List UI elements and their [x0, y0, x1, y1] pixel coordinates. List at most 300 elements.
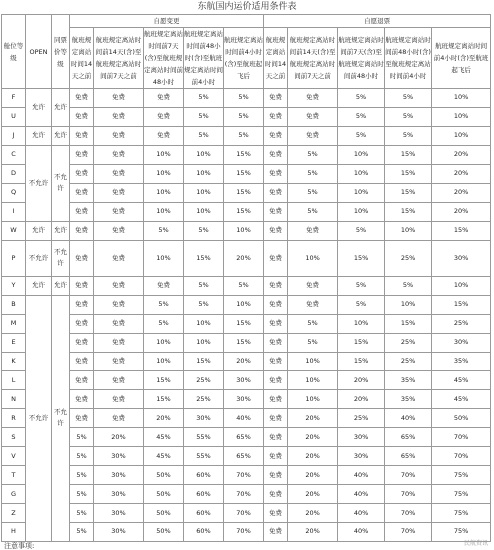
- refund-fee-cell: 40%: [338, 466, 385, 485]
- refund-fee-cell: 5%: [288, 202, 338, 221]
- change-fee-cell: 5%: [70, 447, 94, 466]
- cabin-cell: W: [2, 221, 26, 240]
- change-fee-cell: 免费: [70, 89, 94, 108]
- change-fee-cell: 免费: [94, 145, 144, 164]
- refund-fee-cell: 免费: [264, 126, 288, 145]
- change-fee-cell: 免费: [94, 409, 144, 428]
- refund-fee-cell: 40%: [338, 522, 385, 541]
- table-row: [2, 371, 491, 390]
- change-fee-cell: 免费: [70, 240, 94, 276]
- refund-fee-cell: 35%: [432, 352, 491, 371]
- refund-fee-cell: 30%: [338, 428, 385, 447]
- table-row: [2, 221, 491, 240]
- refund-fee-cell: 20%: [288, 504, 338, 523]
- fare-group-cell: 不允许: [52, 295, 70, 541]
- cabin-cell: L: [2, 371, 26, 390]
- header-refund-col: 航班规定离站时间前14天(含)至航班规定离站时间前7天之前: [288, 28, 338, 89]
- refund-fee-cell: 15%: [338, 333, 385, 352]
- table-row: [2, 164, 491, 183]
- refund-fee-cell: 45%: [432, 371, 491, 390]
- refund-fee-cell: 25%: [385, 240, 432, 276]
- refund-fee-cell: 75%: [432, 485, 491, 504]
- table-row: [2, 295, 491, 314]
- change-fee-cell: 45%: [144, 447, 184, 466]
- refund-fee-cell: 70%: [385, 522, 432, 541]
- refund-fee-cell: 5%: [288, 314, 338, 333]
- change-fee-cell: 免费: [70, 371, 94, 390]
- cabin-cell: S: [2, 428, 26, 447]
- cabin-cell: Y: [2, 276, 26, 295]
- change-fee-cell: 45%: [144, 428, 184, 447]
- change-fee-cell: 免费: [94, 126, 144, 145]
- change-fee-cell: 免费: [70, 352, 94, 371]
- fare-group-cell: 允许: [52, 276, 70, 295]
- table-row: [2, 314, 491, 333]
- refund-fee-cell: 10%: [288, 371, 338, 390]
- cabin-cell: P: [2, 240, 26, 276]
- change-fee-cell: 40%: [224, 409, 264, 428]
- change-fee-cell: 免费: [70, 183, 94, 202]
- table-row: [2, 466, 491, 485]
- change-fee-cell: 15%: [224, 314, 264, 333]
- change-fee-cell: 免费: [94, 240, 144, 276]
- change-fee-cell: 10%: [144, 240, 184, 276]
- change-fee-cell: 70%: [224, 504, 264, 523]
- cabin-cell: H: [2, 522, 26, 541]
- change-fee-cell: 免费: [94, 333, 144, 352]
- header-change-col: 航班规定离站时间前4小时(含)至航班起飞后: [224, 28, 264, 89]
- change-fee-cell: 10%: [144, 164, 184, 183]
- change-fee-cell: 免费: [70, 314, 94, 333]
- refund-fee-cell: 10%: [432, 126, 491, 145]
- change-fee-cell: 5%: [144, 314, 184, 333]
- change-fee-cell: 15%: [184, 352, 224, 371]
- change-fee-cell: 10%: [224, 295, 264, 314]
- refund-fee-cell: 免费: [264, 240, 288, 276]
- open-cell: 允许: [26, 89, 52, 127]
- change-fee-cell: 免费: [94, 202, 144, 221]
- refund-fee-cell: 15%: [385, 183, 432, 202]
- change-fee-cell: 10%: [224, 221, 264, 240]
- refund-fee-cell: 20%: [432, 145, 491, 164]
- change-fee-cell: 15%: [224, 183, 264, 202]
- refund-fee-cell: 40%: [385, 409, 432, 428]
- refund-fee-cell: 免费: [264, 314, 288, 333]
- change-fee-cell: 免费: [144, 107, 184, 126]
- cabin-cell: B: [2, 295, 26, 314]
- change-fee-cell: 10%: [144, 202, 184, 221]
- change-fee-cell: 15%: [224, 333, 264, 352]
- refund-fee-cell: 20%: [288, 428, 338, 447]
- change-fee-cell: 5%: [184, 107, 224, 126]
- change-fee-cell: 免费: [70, 295, 94, 314]
- change-fee-cell: 免费: [94, 276, 144, 295]
- refund-fee-cell: 免费: [264, 352, 288, 371]
- refund-fee-cell: 65%: [385, 447, 432, 466]
- change-fee-cell: 55%: [184, 447, 224, 466]
- refund-fee-cell: 5%: [338, 89, 385, 108]
- change-fee-cell: 30%: [224, 390, 264, 409]
- header-fare-group: 同票价等级: [52, 15, 70, 89]
- change-fee-cell: 免费: [94, 371, 144, 390]
- change-fee-cell: 20%: [224, 240, 264, 276]
- cabin-cell: J: [2, 126, 26, 145]
- change-fee-cell: 15%: [224, 202, 264, 221]
- refund-fee-cell: 30%: [338, 447, 385, 466]
- refund-fee-cell: 10%: [385, 295, 432, 314]
- fare-group-cell: 允许: [52, 126, 70, 145]
- change-fee-cell: 10%: [184, 202, 224, 221]
- refund-fee-cell: 5%: [288, 145, 338, 164]
- refund-fee-cell: 5%: [338, 295, 385, 314]
- refund-fee-cell: 免费: [264, 504, 288, 523]
- table-row: [2, 107, 491, 126]
- change-fee-cell: 70%: [224, 485, 264, 504]
- table-row: [2, 240, 491, 276]
- change-fee-cell: 5%: [184, 221, 224, 240]
- refund-fee-cell: 45%: [432, 390, 491, 409]
- refund-fee-cell: 20%: [288, 466, 338, 485]
- change-fee-cell: 免费: [144, 276, 184, 295]
- refund-fee-cell: 10%: [385, 221, 432, 240]
- refund-fee-cell: 20%: [338, 390, 385, 409]
- refund-fee-cell: 免费: [264, 202, 288, 221]
- table-row: [2, 126, 491, 145]
- cabin-cell: F: [2, 89, 26, 108]
- change-fee-cell: 免费: [70, 276, 94, 295]
- refund-fee-cell: 15%: [385, 164, 432, 183]
- refund-fee-cell: 20%: [338, 371, 385, 390]
- table-row: [2, 89, 491, 108]
- refund-fee-cell: 10%: [288, 390, 338, 409]
- refund-fee-cell: 15%: [385, 145, 432, 164]
- change-fee-cell: 5%: [184, 276, 224, 295]
- refund-fee-cell: 10%: [432, 276, 491, 295]
- cabin-cell: M: [2, 314, 26, 333]
- refund-fee-cell: 10%: [338, 202, 385, 221]
- cabin-cell: Z: [2, 504, 26, 523]
- change-fee-cell: 免费: [70, 221, 94, 240]
- fare-group-cell: 不允许: [52, 145, 70, 221]
- header-voluntary-change: 自愿变更: [70, 15, 264, 28]
- refund-fee-cell: 免费: [288, 126, 338, 145]
- change-fee-cell: 30%: [94, 485, 144, 504]
- refund-fee-cell: 10%: [432, 107, 491, 126]
- change-fee-cell: 30%: [94, 504, 144, 523]
- refund-fee-cell: 免费: [288, 89, 338, 108]
- cabin-cell: V: [2, 447, 26, 466]
- refund-fee-cell: 25%: [338, 409, 385, 428]
- change-fee-cell: 65%: [224, 428, 264, 447]
- open-cell: 不允许: [26, 295, 52, 541]
- refund-fee-cell: 免费: [264, 333, 288, 352]
- refund-fee-cell: 35%: [385, 390, 432, 409]
- change-fee-cell: 30%: [94, 522, 144, 541]
- refund-fee-cell: 20%: [288, 409, 338, 428]
- change-fee-cell: 50%: [144, 485, 184, 504]
- change-fee-cell: 免费: [70, 409, 94, 428]
- change-fee-cell: 55%: [184, 428, 224, 447]
- refund-fee-cell: 免费: [264, 447, 288, 466]
- change-fee-cell: 15%: [184, 240, 224, 276]
- refund-fee-cell: 免费: [288, 221, 338, 240]
- footer-note: 注意事项:: [4, 542, 35, 550]
- refund-fee-cell: 15%: [385, 314, 432, 333]
- refund-fee-cell: 免费: [264, 485, 288, 504]
- refund-fee-cell: 免费: [264, 466, 288, 485]
- refund-fee-cell: 40%: [338, 485, 385, 504]
- change-fee-cell: 免费: [94, 314, 144, 333]
- change-fee-cell: 70%: [224, 522, 264, 541]
- refund-fee-cell: 10%: [288, 352, 338, 371]
- refund-fee-cell: 15%: [338, 352, 385, 371]
- change-fee-cell: 免费: [70, 390, 94, 409]
- change-fee-cell: 免费: [94, 295, 144, 314]
- change-fee-cell: 5%: [224, 126, 264, 145]
- header-voluntary-refund: 自愿退票: [264, 15, 491, 28]
- change-fee-cell: 5%: [70, 428, 94, 447]
- change-fee-cell: 70%: [224, 466, 264, 485]
- refund-fee-cell: 免费: [264, 295, 288, 314]
- change-fee-cell: 10%: [184, 145, 224, 164]
- change-fee-cell: 10%: [144, 183, 184, 202]
- change-fee-cell: 15%: [224, 164, 264, 183]
- change-fee-cell: 5%: [70, 485, 94, 504]
- change-fee-cell: 免费: [94, 89, 144, 108]
- change-fee-cell: 60%: [184, 504, 224, 523]
- open-cell: 不允许: [26, 240, 52, 276]
- refund-fee-cell: 5%: [288, 164, 338, 183]
- cabin-cell: Q: [2, 183, 26, 202]
- header-change-col: 航班规定离站时间前48小时(含)至航班规定离站时间前4小时: [184, 28, 224, 89]
- refund-fee-cell: 35%: [385, 371, 432, 390]
- table-row: [2, 333, 491, 352]
- refund-fee-cell: 5%: [385, 89, 432, 108]
- refund-fee-cell: 20%: [288, 447, 338, 466]
- refund-fee-cell: 15%: [432, 221, 491, 240]
- change-fee-cell: 60%: [184, 522, 224, 541]
- cabin-cell: D: [2, 164, 26, 183]
- change-fee-cell: 10%: [184, 183, 224, 202]
- refund-fee-cell: 5%: [385, 276, 432, 295]
- change-fee-cell: 10%: [184, 164, 224, 183]
- change-fee-cell: 30%: [184, 409, 224, 428]
- change-fee-cell: 65%: [224, 447, 264, 466]
- refund-fee-cell: 免费: [264, 145, 288, 164]
- refund-fee-cell: 5%: [385, 107, 432, 126]
- table-row: [2, 522, 491, 541]
- refund-fee-cell: 5%: [338, 221, 385, 240]
- change-fee-cell: 5%: [184, 89, 224, 108]
- refund-fee-cell: 20%: [288, 485, 338, 504]
- change-fee-cell: 30%: [94, 447, 144, 466]
- change-fee-cell: 免费: [94, 107, 144, 126]
- refund-fee-cell: 免费: [264, 276, 288, 295]
- refund-fee-cell: 75%: [432, 522, 491, 541]
- table-row: [2, 145, 491, 164]
- change-fee-cell: 免费: [70, 107, 94, 126]
- refund-fee-cell: 免费: [288, 295, 338, 314]
- refund-fee-cell: 5%: [288, 333, 338, 352]
- change-fee-cell: 5%: [184, 295, 224, 314]
- open-cell: 允许: [26, 126, 52, 145]
- refund-fee-cell: 20%: [432, 164, 491, 183]
- table-row: [2, 409, 491, 428]
- refund-fee-cell: 65%: [385, 428, 432, 447]
- change-fee-cell: 50%: [144, 466, 184, 485]
- fare-group-cell: 允许: [52, 221, 70, 240]
- open-cell: 不允许: [26, 145, 52, 221]
- refund-fee-cell: 75%: [432, 504, 491, 523]
- refund-fee-cell: 免费: [264, 409, 288, 428]
- header-change-col: 航班规定离站时间前7天(含)至航班规定离站时间前48小时: [144, 28, 184, 89]
- change-fee-cell: 免费: [70, 202, 94, 221]
- fare-group-cell: 允许: [52, 89, 70, 127]
- change-fee-cell: 15%: [224, 145, 264, 164]
- cabin-cell: T: [2, 466, 26, 485]
- cabin-cell: I: [2, 202, 26, 221]
- refund-fee-cell: 5%: [338, 126, 385, 145]
- refund-fee-cell: 5%: [338, 107, 385, 126]
- change-fee-cell: 5%: [184, 126, 224, 145]
- table-row: [2, 276, 491, 295]
- cabin-cell: U: [2, 107, 26, 126]
- refund-fee-cell: 10%: [288, 240, 338, 276]
- change-fee-cell: 25%: [184, 371, 224, 390]
- change-fee-cell: 5%: [70, 522, 94, 541]
- refund-fee-cell: 25%: [385, 333, 432, 352]
- change-fee-cell: 15%: [144, 371, 184, 390]
- refund-fee-cell: 40%: [338, 504, 385, 523]
- refund-fee-cell: 20%: [432, 183, 491, 202]
- open-cell: 允许: [26, 276, 52, 295]
- refund-fee-cell: 70%: [432, 447, 491, 466]
- refund-fee-cell: 10%: [432, 89, 491, 108]
- refund-fee-cell: 免费: [264, 522, 288, 541]
- header-refund-col: 航班规定离站时间14天之前: [264, 28, 288, 89]
- refund-fee-cell: 25%: [432, 314, 491, 333]
- header-refund-col: 航班规定离站时间前7天(含)至航班规定离站时间前48小时: [338, 28, 385, 89]
- page-title: 东航国内运价适用条件表: [197, 2, 297, 12]
- change-fee-cell: 5%: [70, 466, 94, 485]
- refund-fee-cell: 免费: [264, 390, 288, 409]
- change-fee-cell: 免费: [94, 352, 144, 371]
- change-fee-cell: 30%: [224, 371, 264, 390]
- refund-fee-cell: 5%: [385, 126, 432, 145]
- refund-fee-cell: 免费: [264, 371, 288, 390]
- change-fee-cell: 5%: [224, 276, 264, 295]
- cabin-cell: G: [2, 485, 26, 504]
- refund-fee-cell: 75%: [432, 466, 491, 485]
- change-fee-cell: 20%: [224, 352, 264, 371]
- table-row: [2, 428, 491, 447]
- change-fee-cell: 5%: [144, 221, 184, 240]
- refund-fee-cell: 免费: [264, 107, 288, 126]
- change-fee-cell: 免费: [94, 390, 144, 409]
- refund-fee-cell: 20%: [288, 522, 338, 541]
- refund-fee-cell: 10%: [338, 164, 385, 183]
- header-refund-col: 航班规定离站时间前48小时(含)至航班规定离站时间前4小时: [385, 28, 432, 89]
- change-fee-cell: 免费: [70, 126, 94, 145]
- change-fee-cell: 10%: [144, 333, 184, 352]
- refund-fee-cell: 免费: [264, 221, 288, 240]
- header-open: OPEN: [26, 15, 52, 89]
- table-row: [2, 504, 491, 523]
- change-fee-cell: 10%: [144, 145, 184, 164]
- header-cabin: 舱位等级: [2, 15, 26, 89]
- refund-fee-cell: 免费: [264, 89, 288, 108]
- refund-fee-cell: 30%: [432, 240, 491, 276]
- refund-fee-cell: 70%: [385, 485, 432, 504]
- change-fee-cell: 50%: [144, 504, 184, 523]
- change-fee-cell: 10%: [144, 352, 184, 371]
- table-row: [2, 390, 491, 409]
- refund-fee-cell: 15%: [432, 295, 491, 314]
- refund-fee-cell: 70%: [432, 428, 491, 447]
- cabin-cell: R: [2, 409, 26, 428]
- refund-fee-cell: 15%: [385, 202, 432, 221]
- refund-fee-cell: 20%: [432, 202, 491, 221]
- change-fee-cell: 60%: [184, 485, 224, 504]
- table-row: [2, 447, 491, 466]
- refund-fee-cell: 70%: [385, 466, 432, 485]
- cabin-cell: C: [2, 145, 26, 164]
- table-row: [2, 183, 491, 202]
- refund-fee-cell: 免费: [288, 107, 338, 126]
- refund-fee-cell: 70%: [385, 504, 432, 523]
- cabin-cell: K: [2, 352, 26, 371]
- fare-group-cell: 不允许: [52, 240, 70, 276]
- watermark: 民航资讯: [463, 540, 488, 547]
- change-fee-cell: 25%: [184, 390, 224, 409]
- refund-fee-cell: 10%: [338, 183, 385, 202]
- open-cell: 允许: [26, 221, 52, 240]
- change-fee-cell: 15%: [144, 390, 184, 409]
- change-fee-cell: 免费: [94, 221, 144, 240]
- refund-fee-cell: 50%: [432, 409, 491, 428]
- change-fee-cell: 免费: [144, 89, 184, 108]
- change-fee-cell: 免费: [94, 183, 144, 202]
- change-fee-cell: 5%: [224, 107, 264, 126]
- refund-fee-cell: 免费: [264, 164, 288, 183]
- table-row: [2, 485, 491, 504]
- fare-conditions-table: [1, 14, 491, 542]
- refund-fee-cell: 5%: [288, 183, 338, 202]
- cabin-cell: E: [2, 333, 26, 352]
- refund-fee-cell: 免费: [264, 428, 288, 447]
- cabin-cell: N: [2, 390, 26, 409]
- refund-fee-cell: 10%: [338, 314, 385, 333]
- table-row: [2, 202, 491, 221]
- change-fee-cell: 免费: [70, 164, 94, 183]
- refund-fee-cell: 5%: [338, 276, 385, 295]
- change-fee-cell: 10%: [184, 333, 224, 352]
- refund-fee-cell: 10%: [338, 145, 385, 164]
- change-fee-cell: 免费: [70, 145, 94, 164]
- refund-fee-cell: 25%: [385, 352, 432, 371]
- change-fee-cell: 20%: [94, 428, 144, 447]
- header-change-col: 航班规定离站时间前14天(含)至航班规定离站时间前7天之前: [94, 28, 144, 89]
- header-change-col: 航班规定离站时间14天之前: [70, 28, 94, 89]
- table-row: [2, 352, 491, 371]
- change-fee-cell: 30%: [94, 466, 144, 485]
- table-body: [2, 89, 491, 542]
- refund-fee-cell: 30%: [432, 333, 491, 352]
- change-fee-cell: 免费: [70, 333, 94, 352]
- change-fee-cell: 5%: [70, 504, 94, 523]
- change-fee-cell: 免费: [94, 164, 144, 183]
- refund-fee-cell: 15%: [338, 240, 385, 276]
